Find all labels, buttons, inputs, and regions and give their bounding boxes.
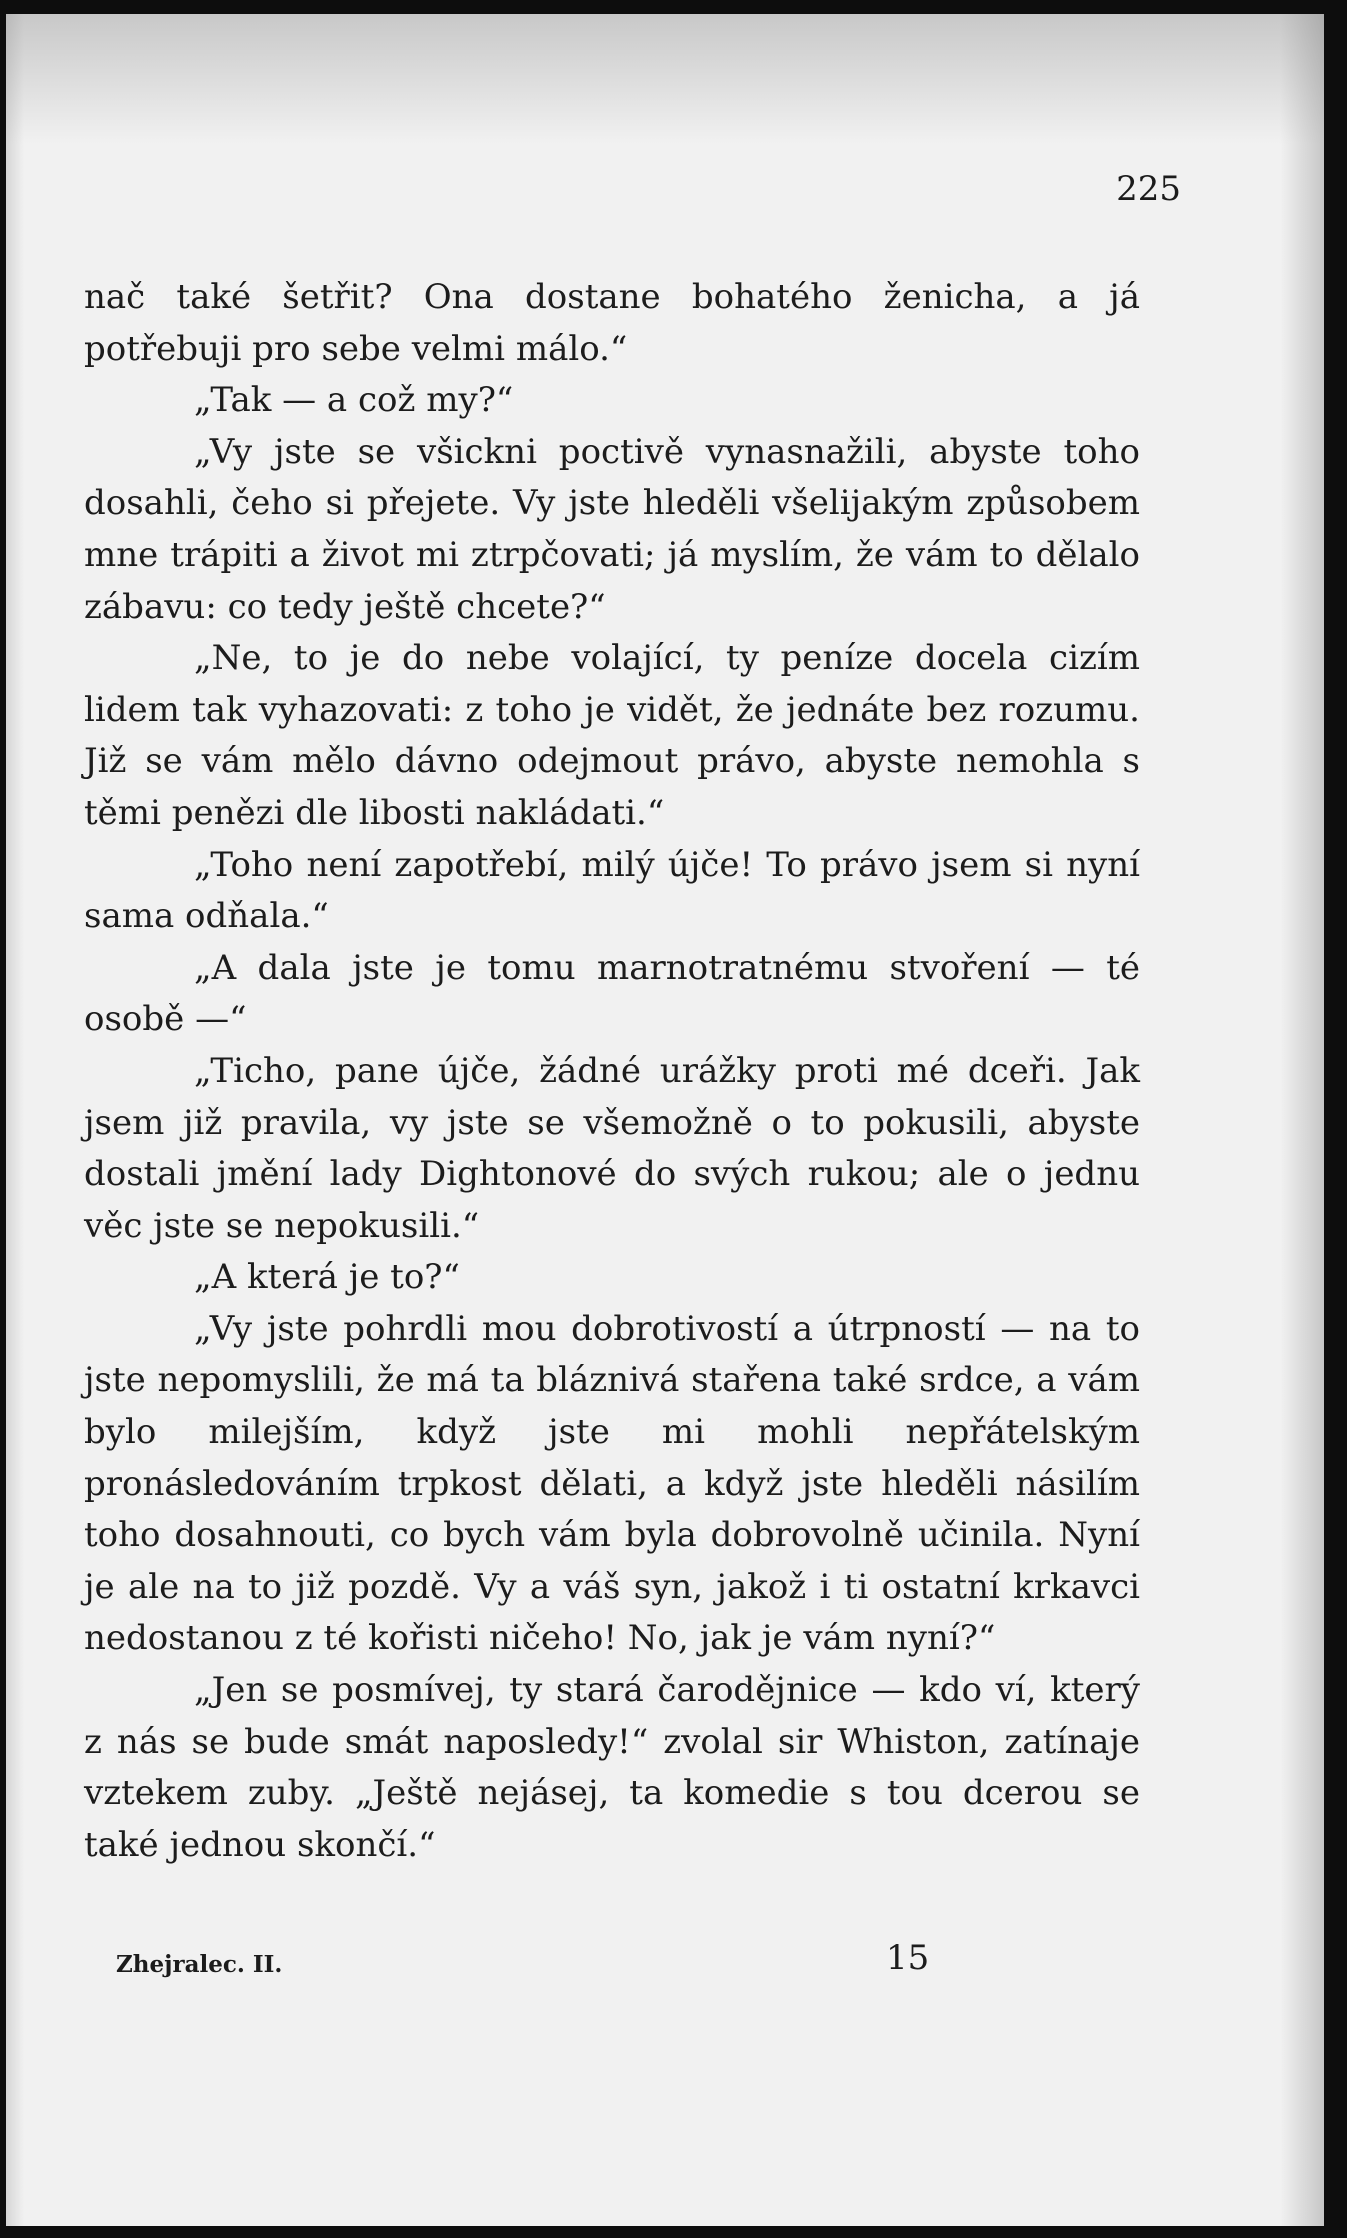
scan-shadow-left — [6, 14, 24, 2226]
scan-shadow-top — [6, 14, 1324, 144]
paragraph: „Ne, to je do nebe volající, ty peníze docela cizím lidem tak vyhazovati: z toho je vidět, že jednáte bez rozumu. Již se vám mělo dávno odejmout právo, abyste nemohla s těmi penězi dle libosti nakládati.“ — [84, 638, 1140, 833]
paragraph: „Ticho, pane újče, žádné urážky proti mé dceři. Jak jsem již pravila, vy jste se všemožně o to pokusili, abyste dostali jmění lady Dightonové do svých rukou; ale o jednu věc jste se nepokusili.“ — [84, 1050, 1140, 1246]
page-number: 225 — [1116, 169, 1181, 209]
scan-shadow-right — [1280, 14, 1324, 2226]
paragraph: „A která je to?“ — [194, 1257, 460, 1298]
paragraph: nač také šetřit? Ona dostane bohatého ženicha, a já potřebuji pro sebe velmi málo.“ — [84, 277, 1140, 369]
printer-signature: Zhejralec. II. — [116, 1951, 283, 1978]
book-page — [6, 14, 1324, 2226]
paragraph: „Vy jste pohrdli mou dobrotivostí a útrpností — na to jste nepomyslili, že má ta bláznivá stařena také srdce, a vám bylo milejším, když jste mi mohli nepřátelským pronásledováním trpkost dělati, a když jste hleděli násilím toho dosahnouti, co bych vám byla dobrovolně učinila. Nyní je ale na to již pozdě. Vy a váš syn, jakož i ti ostatní krkavci nedostanou z té kořisti ničeho! No, jak je vám nyní?“ — [84, 1308, 1140, 1659]
paragraph: „A dala jste je tomu marnotratnému stvoření — té osobě —“ — [84, 947, 1140, 1040]
sheet-number: 15 — [886, 1938, 930, 1978]
paragraph: „Jen se posmívej, ty stará čarodějnice — kdo ví, který z nás se bude smát naposledy!“ zvolal sir Whiston, zatínaje vztekem zuby. „Ještě nejásej, ta komedie s tou dcerou se také jednou skončí.“ — [84, 1670, 1140, 1865]
body-text — [84, 272, 1140, 1871]
paragraph: „Vy jste se všickni poctivě vynasnažili, abyste toho dosahli, čeho si přejete. Vy jste hleděli všelijakým způsobem mne trápiti a život mi ztrpčovati; já myslím, že vám to dělalo zábavu: co tedy ještě chcete?“ — [84, 431, 1140, 627]
paragraph: „Tak — a což my?“ — [194, 380, 514, 421]
paragraph: „Toho není zapotřebí, milý újče! To právo jsem si nyní sama odňala.“ — [84, 844, 1140, 937]
